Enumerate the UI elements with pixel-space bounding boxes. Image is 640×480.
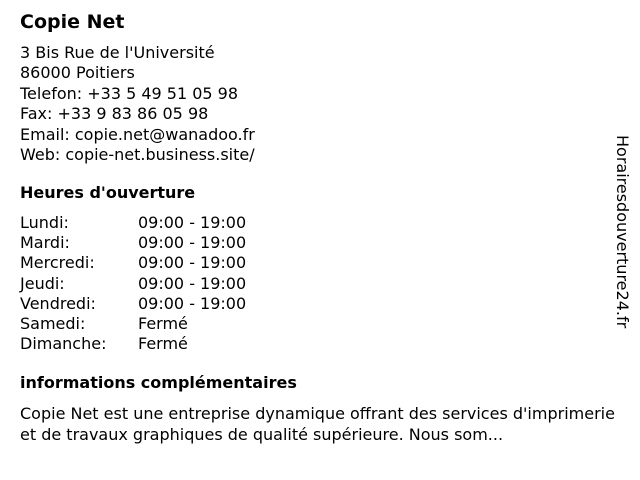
email-address: Email: copie.net@wanadoo.fr (20, 124, 255, 144)
hours-row-monday (20, 213, 246, 233)
hours-row-wednesday (20, 253, 246, 273)
hours-row-saturday (20, 314, 246, 334)
watermark-text: Horairesdouverture24.fr (613, 135, 632, 329)
hours-time: 09:00 - 19:00 (138, 233, 247, 253)
hours-row-sunday (20, 334, 246, 354)
contact-block (20, 43, 255, 165)
hours-day: Jeudi: (20, 273, 65, 293)
additional-info-heading: informations complémentaires (20, 373, 297, 392)
hours-day: Mardi: (20, 233, 70, 253)
hours-time: 09:00 - 19:00 (138, 213, 247, 232)
opening-hours-heading: Heures d'ouverture (20, 183, 196, 202)
hours-day: Vendredi: (20, 293, 96, 313)
fax-number: Fax: +33 9 83 86 05 98 (20, 104, 209, 124)
business-name: Copie Net (20, 11, 125, 33)
hours-day: Samedi: (20, 314, 86, 334)
address-line-2: 86000 Poitiers (20, 63, 135, 83)
hours-time: 09:00 - 19:00 (138, 253, 247, 273)
address-line-1: 3 Bis Rue de l'Université (20, 43, 215, 62)
phone-number: Telefon: +33 5 49 51 05 98 (20, 83, 239, 103)
hours-day: Mercredi: (20, 253, 95, 273)
hours-time: 09:00 - 19:00 (138, 293, 247, 313)
hours-day: Lundi: (20, 213, 69, 232)
hours-time: Fermé (138, 314, 188, 334)
hours-row-tuesday (20, 233, 246, 253)
hours-row-thursday (20, 274, 246, 294)
hours-row-friday (20, 294, 246, 314)
website: Web: copie-net.business.site/ (20, 145, 255, 165)
hours-time: 09:00 - 19:00 (138, 273, 247, 293)
business-description: Copie Net est une entreprise dynamique offrant des services d'imprimerie et de travaux graphiques de qualité supérieure. Nous som... (20, 404, 615, 444)
hours-time: Fermé (138, 334, 188, 354)
opening-hours-table (20, 213, 246, 354)
hours-day: Dimanche: (20, 334, 107, 354)
